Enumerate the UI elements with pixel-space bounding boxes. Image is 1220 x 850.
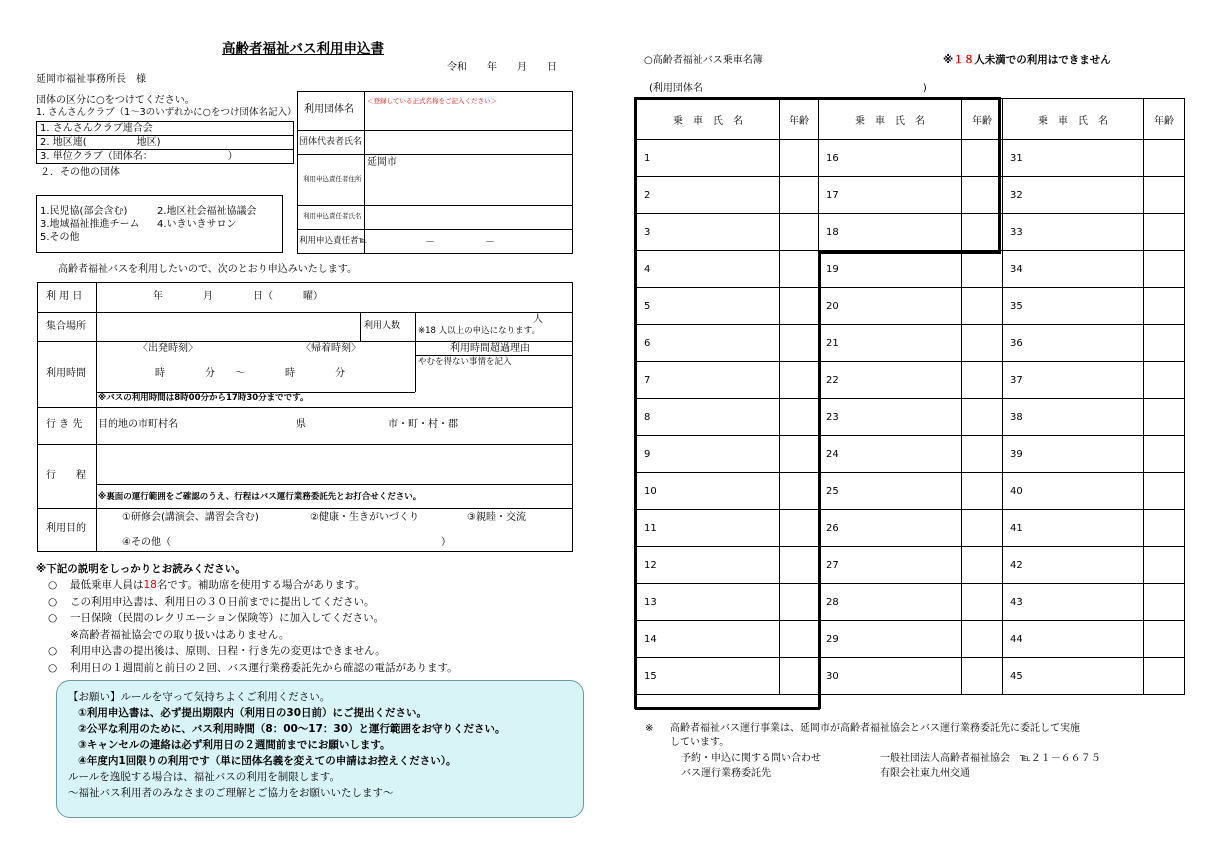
passenger-name-cell[interactable]: 11 xyxy=(637,510,780,547)
tel-value[interactable]: － － xyxy=(425,237,495,248)
age-header: 年齢 xyxy=(1144,99,1185,140)
passenger-name-cell[interactable]: 17 xyxy=(819,177,962,214)
passenger-age-cell[interactable] xyxy=(780,658,819,695)
table-row xyxy=(637,177,1185,214)
table-row xyxy=(637,584,1185,621)
table-row xyxy=(637,510,1185,547)
passenger-name-cell[interactable]: 43 xyxy=(1003,584,1144,621)
passenger-age-cell[interactable] xyxy=(780,140,819,177)
table-row xyxy=(637,140,1185,177)
name-header: 乗 車 氏 名 xyxy=(1003,99,1144,140)
date-line: 令和 年 月 日 xyxy=(447,62,557,73)
passenger-name-cell[interactable]: 27 xyxy=(819,547,962,584)
form-title: 高齢者福祉バス利用申込書 xyxy=(222,41,384,57)
note-item xyxy=(48,645,386,657)
request-line: ルールを逸脱する場合は、福祉バスの利用を制限します。 xyxy=(68,771,340,783)
name-header: 乗 車 氏 名 xyxy=(637,99,780,140)
passenger-name-cell[interactable]: 15 xyxy=(637,658,780,695)
time-note: ※バスの利用時間は8時00分から17時30分までです。 xyxy=(98,393,309,403)
passenger-age-cell[interactable] xyxy=(780,621,819,658)
passenger-name-cell[interactable]: 19 xyxy=(819,251,962,288)
table-row xyxy=(637,473,1185,510)
passenger-age-cell[interactable] xyxy=(962,177,1003,214)
passenger-age-cell[interactable] xyxy=(1144,325,1185,362)
note-text-after: 名です。補助席を使用する場合があります。 xyxy=(156,579,366,591)
passenger-name-cell[interactable]: 12 xyxy=(637,547,780,584)
table-row xyxy=(637,214,1185,251)
use-date-label: 利 用 日 xyxy=(46,291,83,302)
tel-label: 利用申込責任者℡ xyxy=(299,236,368,246)
passenger-age-cell[interactable] xyxy=(962,584,1003,621)
other-option-3: 3.地域福祉推進チーム xyxy=(40,219,140,230)
passenger-name-cell[interactable]: 9 xyxy=(637,436,780,473)
passenger-age-cell[interactable] xyxy=(780,584,819,621)
note-mark: ○ xyxy=(48,661,58,674)
passenger-age-cell[interactable] xyxy=(780,251,819,288)
purpose-label: 利用目的 xyxy=(46,523,86,534)
address-label: 利用申込責任者住所 xyxy=(303,175,362,183)
passenger-name-cell[interactable]: 21 xyxy=(819,325,962,362)
passenger-age-cell[interactable] xyxy=(962,140,1003,177)
passenger-age-cell[interactable] xyxy=(1144,288,1185,325)
age-header: 年齢 xyxy=(962,99,1003,140)
note-text: 利用日の１週間前と前日の２回、バス運行業務委託先から確認の電話があります。 xyxy=(70,661,458,674)
passenger-name-cell[interactable]: 2 xyxy=(637,177,780,214)
note-item xyxy=(48,629,289,641)
meeting-label: 集合場所 xyxy=(46,321,86,332)
footer-note-line1: 高齢者福祉バス運行事業は、延岡市が高齢者福祉協会とバス運行業務委託先に委託して実施 xyxy=(670,723,1080,734)
table-row xyxy=(637,547,1185,584)
passenger-name-cell[interactable]: 42 xyxy=(1003,547,1144,584)
table-row xyxy=(637,251,1185,288)
people-label: 利用人数 xyxy=(364,321,401,331)
note-mark: ○ xyxy=(48,612,58,624)
note-mark: ○ xyxy=(48,645,58,657)
other-groups-label: ２．その他の団体 xyxy=(40,167,120,178)
club-option-2: 2. 地区連( 地区) xyxy=(40,137,161,148)
purpose-option-2[interactable]: ②健康・生きがいづくり xyxy=(310,512,419,523)
passenger-name-cell[interactable]: 1 xyxy=(637,140,780,177)
passenger-age-cell[interactable] xyxy=(1144,584,1185,621)
passenger-age-cell[interactable] xyxy=(1144,510,1185,547)
dest-value: 目的地の市町村名 xyxy=(98,419,178,430)
contact-label: 予約・申込に関する問い合わせ xyxy=(681,753,821,764)
itinerary-note: ※裏面の運行範囲をご確認のうえ、行程はバス運行業務委託先とお打合せください。 xyxy=(98,492,422,502)
passenger-name-cell[interactable]: 41 xyxy=(1003,510,1144,547)
note-text: 利用申込書の提出後は、原則、日程・行き先の変更はできません。 xyxy=(70,645,386,657)
table-row xyxy=(637,325,1185,362)
passenger-age-cell[interactable] xyxy=(780,547,819,584)
passenger-age-cell[interactable] xyxy=(780,177,819,214)
passenger-name-cell[interactable]: 7 xyxy=(637,362,780,399)
purpose-option-3[interactable]: ③親睦・交流 xyxy=(467,512,526,523)
note-highlight: 18 xyxy=(143,579,157,591)
passenger-age-cell[interactable] xyxy=(780,325,819,362)
passenger-name-cell[interactable]: 23 xyxy=(819,399,962,436)
age-header: 年齢 xyxy=(780,99,819,140)
return-label: 〈帰着時刻〉 xyxy=(301,343,361,354)
passenger-name-cell[interactable]: 14 xyxy=(637,621,780,658)
passenger-name-cell[interactable]: 8 xyxy=(637,399,780,436)
passenger-age-cell[interactable] xyxy=(780,399,819,436)
table-row xyxy=(637,399,1185,436)
table-row xyxy=(637,658,1185,695)
purpose-other[interactable]: ④その他（ ） xyxy=(122,537,451,548)
passenger-age-cell[interactable] xyxy=(962,214,1003,251)
use-date-value[interactable]: 年 月 日（ 曜） xyxy=(153,291,323,302)
note-item xyxy=(48,662,458,674)
passenger-name-cell[interactable]: 36 xyxy=(1003,325,1144,362)
passenger-age-cell[interactable] xyxy=(962,510,1003,547)
footer-note-line2: しています。 xyxy=(670,737,730,748)
passenger-age-cell[interactable] xyxy=(1144,251,1185,288)
notes-heading: ※下記の説明をしっかりとお読みください。 xyxy=(36,563,246,575)
table-row xyxy=(637,621,1185,658)
other-option-5: 5.その他 xyxy=(40,232,80,243)
address-value[interactable]: 延岡市 xyxy=(367,157,397,168)
roster-warning xyxy=(943,54,1111,66)
roster-group-label: (利用団体名 ) xyxy=(649,83,927,94)
rep-label: 団体代表者氏名 xyxy=(299,137,363,147)
other-option-2: 2.地区社会福祉協議会 xyxy=(157,206,257,217)
club-line: 1. さんさんクラブ（1〜3のいずれかに○をつけ団体名記入） xyxy=(36,107,297,118)
other-option-1: 1.民児協(部会含む) xyxy=(40,206,128,217)
passenger-age-cell[interactable] xyxy=(1144,140,1185,177)
passenger-name-cell[interactable]: 38 xyxy=(1003,399,1144,436)
passenger-age-cell[interactable] xyxy=(780,473,819,510)
passenger-age-cell[interactable] xyxy=(962,288,1003,325)
footer-note-mark: ※ xyxy=(645,723,654,734)
note-text: この利用申込書は、利用日の３０日前までに提出してください。 xyxy=(70,595,375,608)
depart-label: 〈出発時刻〉 xyxy=(138,343,198,354)
request-line: ②公平な利用のために、バス利用時間（8：00〜17：30）と運行範囲をお守りください。 xyxy=(78,723,506,735)
passenger-name-cell[interactable]: 31 xyxy=(1003,140,1144,177)
dest-pref: 県 xyxy=(296,419,306,430)
passenger-name-cell[interactable]: 24 xyxy=(819,436,962,473)
over-reason-label: 利用時間超過理由 xyxy=(450,343,530,354)
time-value[interactable]: 時 分 〜 時 分 xyxy=(155,368,345,379)
note-item xyxy=(48,596,375,608)
passenger-name-cell[interactable]: 22 xyxy=(819,362,962,399)
passenger-name-cell[interactable]: 3 xyxy=(637,214,780,251)
passenger-name-cell[interactable]: 25 xyxy=(819,473,962,510)
operator-label: バス運行業務委託先 xyxy=(681,768,771,779)
warning-suffix: 人未満での利用はできません xyxy=(974,54,1111,66)
passenger-age-cell[interactable] xyxy=(1144,621,1185,658)
passenger-name-cell[interactable]: 34 xyxy=(1003,251,1144,288)
passenger-age-cell[interactable] xyxy=(1144,436,1185,473)
passenger-age-cell[interactable] xyxy=(780,436,819,473)
request-line: ③キャンセルの連絡は必ず利用日の２週間前までにお願いします。 xyxy=(78,739,391,751)
note-mark: ○ xyxy=(48,595,58,608)
passenger-age-cell[interactable] xyxy=(780,362,819,399)
resp-name-label: 利用申込責任者氏名 xyxy=(303,212,362,220)
passenger-name-cell[interactable]: 18 xyxy=(819,214,962,251)
itinerary-label: 行 程 xyxy=(46,470,86,481)
passenger-age-cell[interactable] xyxy=(962,251,1003,288)
group-name-placeholder[interactable]: ＜登録している正式名称をご記入ください＞ xyxy=(367,97,497,105)
passenger-name-cell[interactable]: 32 xyxy=(1003,177,1144,214)
purpose-option-1[interactable]: ①研修会(講演会、講習会含む) xyxy=(122,512,259,523)
club-option-1: 1. さんさんクラブ連合会 xyxy=(40,123,153,134)
passenger-name-cell[interactable]: 39 xyxy=(1003,436,1144,473)
passenger-name-cell[interactable]: 45 xyxy=(1003,658,1144,695)
passenger-age-cell[interactable] xyxy=(1144,214,1185,251)
over-reason-note: やむを得ない事情を記入 xyxy=(418,357,512,367)
passenger-name-cell[interactable]: 29 xyxy=(819,621,962,658)
passenger-name-cell[interactable]: 28 xyxy=(819,584,962,621)
table-row xyxy=(637,436,1185,473)
warning-prefix: ※ xyxy=(943,54,954,66)
passenger-name-cell[interactable]: 13 xyxy=(637,584,780,621)
passenger-name-cell[interactable]: 5 xyxy=(637,288,780,325)
name-header: 乗 車 氏 名 xyxy=(819,99,962,140)
dest-label: 行 き 先 xyxy=(46,419,83,430)
addressee: 延岡市福祉事務所長 様 xyxy=(36,74,146,85)
operator-org: 有限会社東九州交通 xyxy=(880,768,970,779)
passenger-name-cell[interactable]: 16 xyxy=(819,140,962,177)
request-line: 【お願い】ルールを守って気持ちよくご利用ください。 xyxy=(68,691,331,703)
passenger-age-cell[interactable] xyxy=(780,510,819,547)
passenger-age-cell[interactable] xyxy=(962,621,1003,658)
note-mark: ○ xyxy=(48,579,58,591)
passenger-age-cell[interactable] xyxy=(962,473,1003,510)
passenger-age-cell[interactable] xyxy=(1144,362,1185,399)
passenger-age-cell[interactable] xyxy=(780,288,819,325)
roster-title: ○高齢者福祉バス乗車名簿 xyxy=(644,55,763,66)
passenger-name-cell[interactable]: 10 xyxy=(637,473,780,510)
club-option-3: 3. 単位クラブ（団体名： ） xyxy=(40,151,238,162)
note-item xyxy=(48,612,384,624)
passenger-name-cell[interactable]: 37 xyxy=(1003,362,1144,399)
warning-number: １８ xyxy=(953,54,975,66)
passenger-name-cell[interactable]: 26 xyxy=(819,510,962,547)
passenger-age-cell[interactable] xyxy=(1144,473,1185,510)
passenger-name-cell[interactable]: 20 xyxy=(819,288,962,325)
other-option-4: 4.いきいきサロン xyxy=(157,219,237,230)
request-line: 〜福祉バス利用者のみなさまのご理解とご協力をお願いいたします〜 xyxy=(68,787,394,799)
passenger-age-cell[interactable] xyxy=(962,658,1003,695)
passenger-name-cell[interactable]: 40 xyxy=(1003,473,1144,510)
roster-header-row xyxy=(637,99,1185,140)
note-text: ※高齢者福祉協会での取り扱いはありません。 xyxy=(70,628,290,641)
passenger-name-cell[interactable]: 4 xyxy=(637,251,780,288)
passenger-age-cell[interactable] xyxy=(1144,547,1185,584)
passenger-age-cell[interactable] xyxy=(962,436,1003,473)
passenger-name-cell[interactable]: 6 xyxy=(637,325,780,362)
passenger-name-cell[interactable]: 44 xyxy=(1003,621,1144,658)
passenger-name-cell[interactable]: 33 xyxy=(1003,214,1144,251)
category-instruction: 団体の区分に○をつけてください。 xyxy=(36,95,195,106)
note-text: 最低乗車人員は xyxy=(70,579,144,591)
table-row xyxy=(637,362,1185,399)
group-name-label: 利用団体名 xyxy=(304,104,354,115)
passenger-age-cell[interactable] xyxy=(962,399,1003,436)
request-line: ④年度内1回限りの利用です（単に団体名義を変えての申請はお控えください）。 xyxy=(78,755,457,767)
intro-text: 高齢者福祉バスを利用したいので、次のとおり申込みいたします。 xyxy=(58,264,357,275)
passenger-age-cell[interactable] xyxy=(1144,399,1185,436)
passenger-name-cell[interactable]: 35 xyxy=(1003,288,1144,325)
passenger-age-cell[interactable] xyxy=(962,362,1003,399)
dest-city: 市・町・村・郡 xyxy=(388,419,458,430)
passenger-age-cell[interactable] xyxy=(1144,658,1185,695)
people-unit: 人 xyxy=(533,314,543,325)
roster-table xyxy=(636,98,1185,695)
passenger-age-cell[interactable] xyxy=(962,325,1003,362)
request-line: ①利用申込書は、必ず提出期限内（利用日の30日前）にご提出ください。 xyxy=(78,707,428,719)
passenger-age-cell[interactable] xyxy=(962,547,1003,584)
table-row xyxy=(637,288,1185,325)
note-item xyxy=(48,579,365,591)
passenger-age-cell[interactable] xyxy=(1144,177,1185,214)
people-note: ※18 人以上の申込になります。 xyxy=(418,326,540,336)
time-label: 利用時間 xyxy=(46,368,86,379)
contact-org: 一般社団法人高齢者福祉協会 ℡２１－６６７５ xyxy=(880,753,1101,764)
passenger-name-cell[interactable]: 30 xyxy=(819,658,962,695)
passenger-age-cell[interactable] xyxy=(780,214,819,251)
note-text: 一日保険（民間のレクリエーション保険等）に加入してください。 xyxy=(70,612,385,624)
